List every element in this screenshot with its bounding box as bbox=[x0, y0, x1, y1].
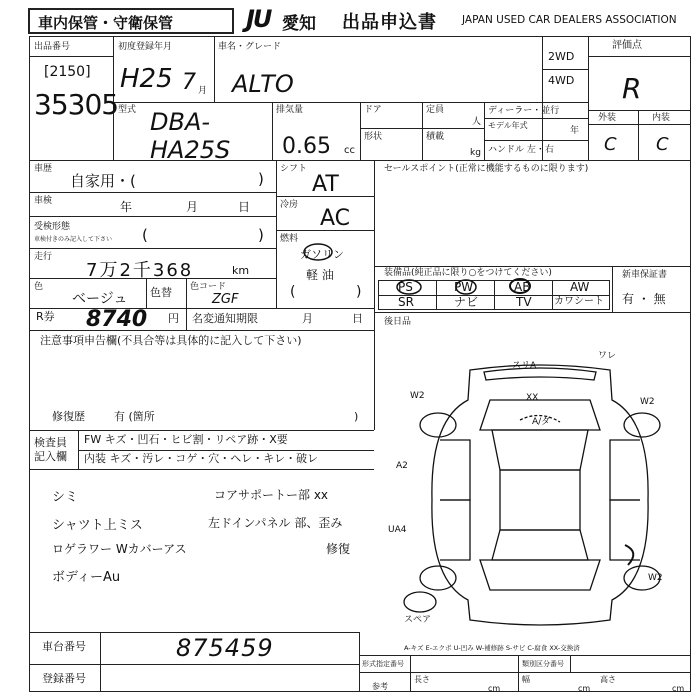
post-day-label: 後日品 bbox=[384, 317, 412, 327]
yen-unit: 円 bbox=[168, 312, 179, 325]
month-unit: 月 bbox=[198, 86, 208, 96]
load-unit: kg bbox=[470, 148, 481, 158]
lot-number: 35305 bbox=[34, 88, 119, 121]
displacement-value: 0.65 bbox=[282, 134, 331, 159]
fw-row: FW キズ・凹石・ヒビ割・リペア跡・X要 bbox=[84, 433, 288, 446]
grade-label: 評価点 bbox=[612, 40, 642, 51]
diagram-note-3: XX bbox=[526, 393, 539, 403]
fuel-paren-open: ( bbox=[290, 284, 296, 300]
name-change-day: 日 bbox=[352, 312, 363, 325]
reg-label: 登録番号 bbox=[42, 672, 86, 685]
ju-logo: JU bbox=[246, 5, 271, 33]
inspector-label: 検査員記入欄 bbox=[34, 436, 67, 463]
displacement-unit: cc bbox=[344, 145, 355, 156]
diagram-note-8: W2 bbox=[648, 573, 663, 583]
interior-row: 内装 キズ・汚レ・コゲ・穴・ヘレ・キレ・破レ bbox=[84, 452, 319, 465]
note-line-6: 修復 bbox=[326, 542, 351, 556]
width-label: 幅 bbox=[522, 675, 530, 684]
interior-value: C bbox=[656, 134, 669, 155]
shift-value: AT bbox=[312, 172, 339, 197]
first-reg-label: 初度登録年月 bbox=[118, 42, 173, 52]
diagram-note-2: W2 bbox=[410, 391, 425, 401]
grade-score: R bbox=[622, 72, 642, 105]
model-year-label: モデル年式 bbox=[488, 121, 528, 130]
shift-label: シフト bbox=[280, 164, 308, 174]
fuel-label: 燃料 bbox=[280, 234, 299, 244]
equip-sr: SR bbox=[398, 295, 414, 309]
model-label: 型式 bbox=[118, 105, 137, 115]
capacity-label: 定員 bbox=[426, 105, 445, 115]
warranty-options: 有 ・ 無 bbox=[622, 292, 666, 306]
chassis-value: 875459 bbox=[176, 634, 274, 662]
fuel-gasoline: ガソリン bbox=[300, 248, 344, 261]
note-line-3: ボディーAu bbox=[52, 570, 121, 585]
door-label: ドア bbox=[364, 105, 382, 115]
interior-label: 内装 bbox=[652, 113, 671, 123]
receive-paren-open: ( bbox=[142, 226, 148, 244]
inspection-month: 月 bbox=[186, 200, 199, 214]
note-line-5: 左ドインパネル 部、歪み bbox=[208, 516, 343, 530]
diagram-note-4: A/ダ bbox=[532, 417, 551, 427]
car-history-value: 自家用・( bbox=[70, 172, 136, 190]
class-label: 類別区分番号 bbox=[522, 660, 564, 668]
name-grade-label: 車名・グレード bbox=[218, 42, 282, 52]
fuel-paren-close: ) bbox=[356, 284, 362, 300]
note-line-4: コアサポートー部 xx bbox=[214, 488, 329, 502]
repair-close: ) bbox=[354, 410, 359, 423]
capacity-unit: 人 bbox=[472, 117, 482, 127]
lot-bracket: [2150] bbox=[44, 64, 91, 80]
equip-aw: AW bbox=[570, 280, 590, 294]
lot-label: 出品番号 bbox=[34, 42, 71, 52]
equipment-label: 装備品(純正品に限り○をつけてください) bbox=[384, 268, 552, 278]
warranty-label: 新車保証書 bbox=[622, 270, 668, 280]
receive-paren-close: ) bbox=[258, 226, 264, 244]
repair-label: 修復歴 bbox=[52, 410, 85, 423]
exterior-value: C bbox=[604, 134, 617, 155]
height-label: 高さ bbox=[600, 675, 616, 684]
diagram-note-1: ワレ bbox=[598, 351, 617, 361]
notes-label: 注意事項申告欄(不具合等は具体的に記入して下さい) bbox=[40, 334, 302, 347]
receive-label: 受検形態 bbox=[34, 222, 71, 232]
repair-value: 有 (箇所 bbox=[114, 410, 155, 423]
equip-ab: AB bbox=[514, 280, 531, 294]
mileage-unit: km bbox=[232, 264, 250, 277]
model-value: DBA-HA25S bbox=[150, 108, 231, 164]
inspection-year: 年 bbox=[120, 200, 133, 214]
drive-4wd: 4WD bbox=[548, 74, 575, 87]
year-unit: 年 bbox=[570, 126, 580, 136]
equip-ps: PS bbox=[398, 280, 413, 294]
sales-point-label: セールスポイント(正常に機能するものに限ります) bbox=[384, 164, 589, 174]
ref-label: 参考 bbox=[372, 682, 388, 691]
length-unit: cm bbox=[488, 684, 501, 693]
shape-label: 形状 bbox=[364, 132, 383, 142]
diagram-note-0: スリA bbox=[512, 361, 537, 371]
aircon-label: 冷房 bbox=[280, 200, 299, 210]
inspection-day: 日 bbox=[238, 200, 251, 214]
dealer-label: ディーラー・並行 bbox=[488, 106, 560, 116]
load-label: 積載 bbox=[426, 132, 445, 142]
note-line-2: ロゲラワー Wカバーアス bbox=[52, 542, 187, 556]
color-label: 色 bbox=[34, 282, 44, 292]
color-code-label: 色コード bbox=[190, 282, 227, 292]
note-line-0: シミ bbox=[52, 490, 79, 505]
fuel-diesel: 軽 油 bbox=[306, 268, 334, 282]
color-change-label: 色替 bbox=[150, 286, 172, 299]
mileage-label: 走行 bbox=[34, 252, 53, 262]
first-reg-era: H25 bbox=[120, 64, 173, 94]
r-ken-value: 8740 bbox=[86, 307, 148, 332]
color-value: ベージュ bbox=[72, 291, 128, 307]
first-reg-month: 7 bbox=[182, 70, 196, 95]
diagram-note-5: W2 bbox=[640, 397, 655, 407]
aircon-value: AC bbox=[320, 206, 351, 231]
receive-note: 車検付きのみ記入して下さい bbox=[34, 236, 113, 243]
car-name: ALTO bbox=[232, 70, 294, 98]
name-change-label: 名変通知期限 bbox=[192, 312, 258, 325]
form-spec-label: 形式指定番号 bbox=[362, 660, 404, 668]
length-label: 長さ bbox=[414, 675, 430, 684]
diagram-note-6: A2 bbox=[396, 461, 408, 471]
org-name: 愛知 bbox=[282, 14, 316, 34]
displacement-label: 排気量 bbox=[276, 105, 304, 115]
diagram-legend: A-キズ E-エクボ U-凹み W-補修跡 S-サビ C-腐食 XX-交換済 bbox=[404, 644, 580, 652]
equip-pw: PW bbox=[454, 280, 474, 294]
equip-tv: TV bbox=[516, 295, 532, 309]
handle-label: ハンドル 左・右 bbox=[488, 145, 554, 155]
width-unit: cm bbox=[578, 684, 591, 693]
r-ken-label: R券 bbox=[36, 310, 55, 323]
exterior-label: 外装 bbox=[598, 113, 617, 123]
drive-2wd: 2WD bbox=[548, 50, 575, 63]
diagram-note-7: UA4 bbox=[388, 525, 407, 535]
name-change-month: 月 bbox=[302, 312, 313, 325]
equip-leather: カワシート bbox=[554, 296, 604, 307]
chassis-label: 車台番号 bbox=[42, 640, 86, 653]
storage-tag: 車内保管・守衛保管 bbox=[38, 14, 174, 32]
color-code-value: ZGF bbox=[212, 292, 239, 307]
mileage-value: 7万2千368 bbox=[86, 260, 194, 281]
equip-navi: ナビ bbox=[454, 295, 479, 309]
note-line-1: シャツト上ミス bbox=[52, 518, 143, 533]
diagram-note-9: スペア bbox=[404, 615, 432, 625]
inspection-label: 車検 bbox=[34, 196, 53, 206]
car-history-label: 車歴 bbox=[34, 164, 53, 174]
height-unit: cm bbox=[672, 684, 685, 693]
car-history-close: ) bbox=[258, 170, 264, 188]
association-name: JAPAN USED CAR DEALERS ASSOCIATION bbox=[462, 14, 677, 26]
form-title: 出品申込書 bbox=[342, 12, 437, 33]
